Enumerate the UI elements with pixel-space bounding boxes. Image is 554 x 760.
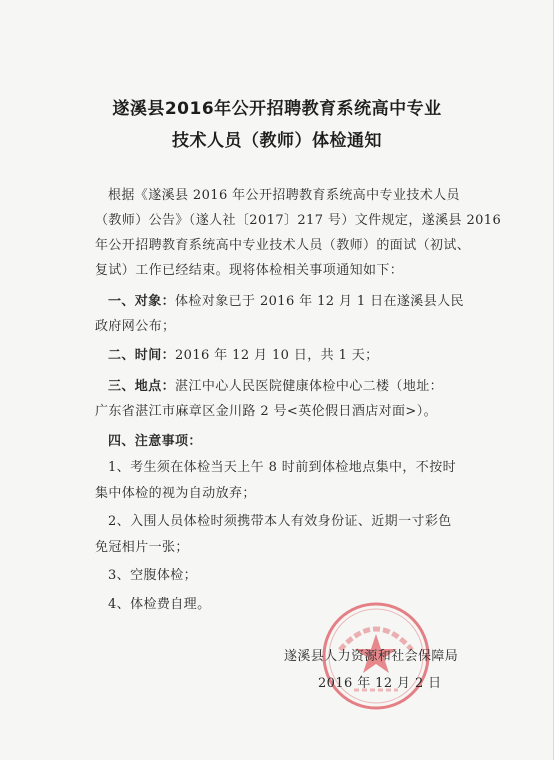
- intro-line-2: （教师）公告》（遂人社〔2017〕217 号）文件规定，遂溪县 2016: [95, 213, 502, 228]
- note-2-cont: 免冠相片一张；: [95, 540, 189, 555]
- item-notes-heading: 四、注意事项：: [108, 434, 202, 449]
- document-title-line2: 技术人员（教师）体检通知: [172, 131, 382, 151]
- item-object-text: 体检对象已于 2016 年 12 月 1 日在遂溪县人民: [175, 294, 464, 309]
- item-object-heading: 一、对象：: [108, 294, 176, 309]
- item-time-heading: 二、时间：: [108, 348, 176, 363]
- intro-line-4: 复试）工作已经结束。现将体检相关事项通知如下：: [95, 263, 404, 278]
- item-object: [108, 294, 488, 310]
- issue-date: 2016 年 12 月 2 日: [318, 676, 442, 691]
- note-1-cont: 集中体检的视为自动放弃；: [95, 486, 256, 501]
- intro-line-3: 年公开招聘教育系统高中专业技术人员（教师）的面试（初试、: [95, 238, 471, 253]
- document-title-line1: 遂溪县2016年公开招聘教育系统高中专业: [112, 99, 442, 119]
- issuer-name: 遂溪县人力资源和社会保障局: [284, 649, 459, 664]
- item-location-text: 湛江中心人民医院健康体检中心二楼（地址：: [175, 379, 444, 394]
- item-location: [108, 379, 488, 395]
- item-location-text-cont: 广东省湛江市麻章区金川路 2 号<英伦假日酒店对面>）。: [95, 404, 438, 419]
- item-time: [108, 348, 488, 364]
- note-2: 2、入围人员体检时须携带本人有效身份证、近期一寸彩色: [108, 514, 452, 529]
- item-location-heading: 三、地点：: [108, 379, 176, 394]
- item-object-text-cont: 政府网公布；: [95, 319, 176, 334]
- intro-line-1: 根据《遂溪县 2016 年公开招聘教育系统高中专业技术人员: [108, 188, 460, 203]
- note-4: 4、体检费自理。: [108, 597, 211, 612]
- note-1: 1、考生须在体检当天上午 8 时前到体检地点集中，不按时: [108, 460, 457, 475]
- item-time-text: 2016 年 12 月 10 日，共 1 天；: [175, 348, 379, 363]
- note-3: 3、空腹体检；: [108, 568, 198, 583]
